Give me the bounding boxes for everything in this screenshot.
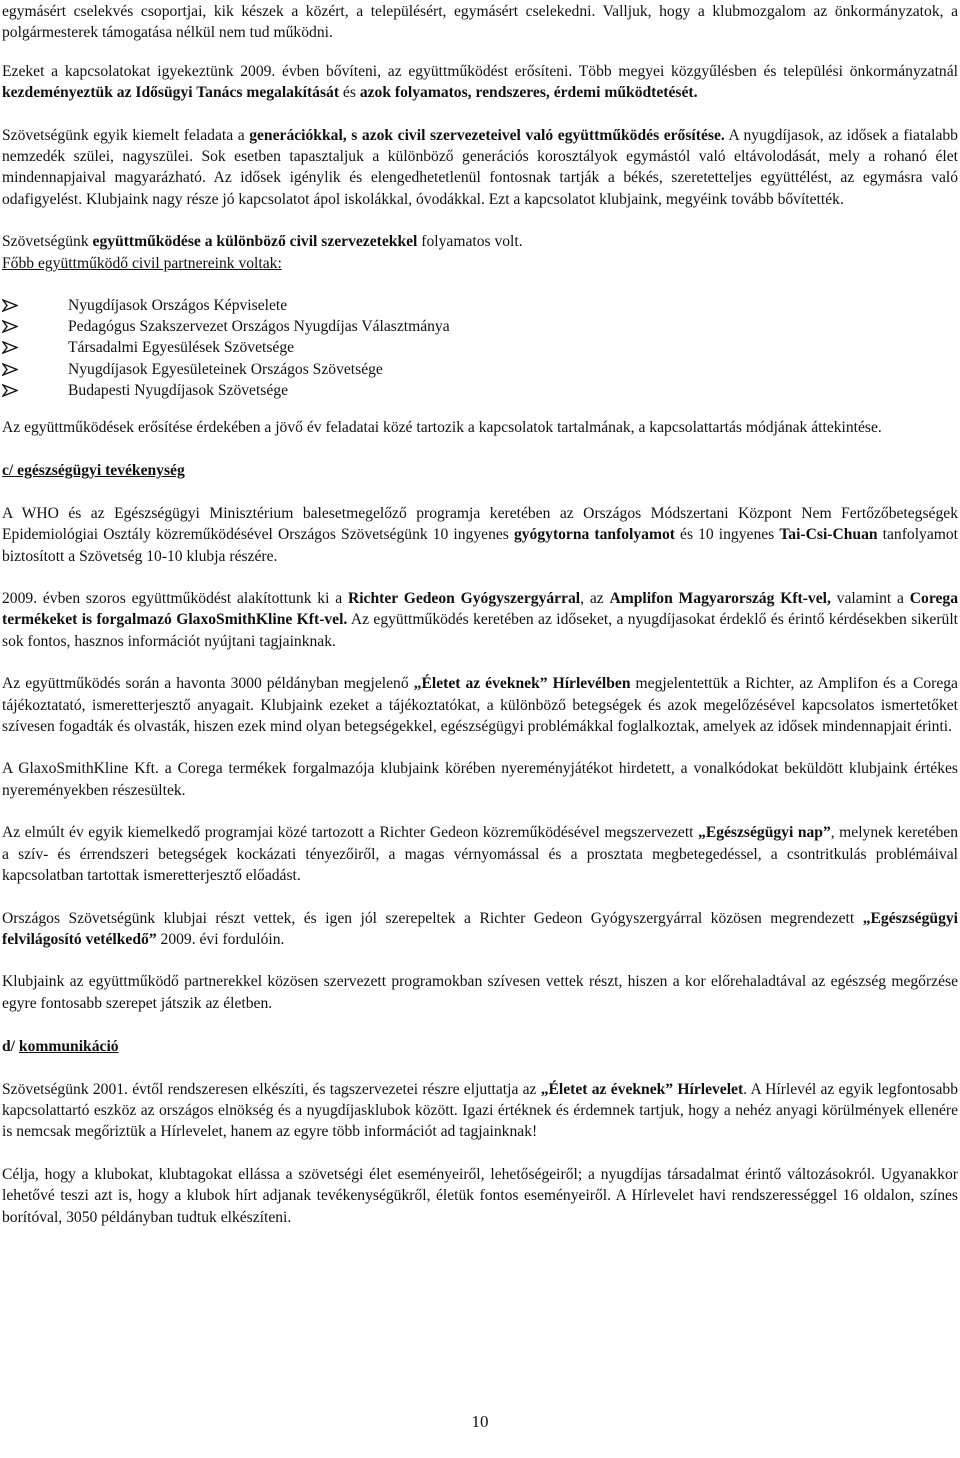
partner-list xyxy=(2,295,958,401)
document-page xyxy=(2,0,958,1228)
paragraph-text: Ezeket a kapcsolatokat igyekeztünk 2009. évben bővíteni, az együttműködést erősíteni. Több megyei közgyűlésben és települési önkormányzatnál xyxy=(2,62,958,80)
paragraph-text: Az elmúlt év egyik kiemelkedő programjai közé tartozott a Richter Gedeon közreműködésével megszervezett xyxy=(2,824,699,842)
section-heading-health xyxy=(2,460,958,481)
partner-name: Társadalmi Egyesülések Szövetsége xyxy=(68,339,295,357)
arrowhead-bullet-icon xyxy=(2,363,18,376)
arrowhead-bullet-icon xyxy=(2,320,18,333)
bold-text: együttműködése a különböző civil szervezetekkel xyxy=(92,233,418,251)
paragraph-generations xyxy=(2,125,958,211)
paragraph-text: Szövetségünk xyxy=(2,233,93,251)
section-prefix: c/ xyxy=(2,462,14,480)
paragraph-text: A nyugdíjasok, az idősek a fiatalabb nemzedék szülei, nagyszülei. Sok esetben tapasztaljuk a különböző generációs korosztályok egymástól való eltávolodását, mely a rohanó élet mindennapjaival magyarázható. Az idősek igénylik és elengedhetetlenül fontosnak tartják a békés, szeretetteljes együttélést, az egymásra való odafigyelést. Klubjaink nagy része jó kapcsolatot ápol iskolákkal, óvodákkal. Ezt a kapcsolatot klubjaink, megyéink tovább bővítették. xyxy=(2,126,958,208)
section-prefix: d/ xyxy=(2,1038,16,1056)
paragraph-civil-organizations xyxy=(2,231,958,274)
paragraph-text: . A Hírlevél az egyik legfontosabb kapcsolattartó eszköz az országos elnökség és a nyugdíjasklubok között. Igazi értéknek és érdemnek tartjuk, hogy a nehéz anyagi körülmények ellenére is nemcsak megőriztük a Hírlevelet, hanem az egyre több információt ad tagjainknak! xyxy=(2,1080,958,1141)
paragraph-text: tanfolyamot biztosított a Szövetség 10-10 klubja részére. xyxy=(2,526,958,565)
paragraph-who-program xyxy=(2,503,958,567)
paragraph-text: megjelentettük a Richter, az Amplifon és a Corega tájékoztatató, ismeretterjesztő anyagait. Klubjaink ezeket a tájékoztatókat, a különböző betegségek és azok megelőzésével kapcsolatos ismertetőket szívesen fogadták és olvasták, hiszen ezek mind olyan betegségekkel, egészségügyi problémákkal foglalkoztak, amelyek az idősek mindennapjait érinti. xyxy=(2,675,958,736)
paragraph-text: Az együttműködések erősítése érdekében a jövő év feladatai közé tartozik a kapcsolatok tartalmának, a kapcsolattartás módjának áttekintése. xyxy=(2,419,882,436)
bold-text: generációkkal, s azok civil szervezeteivel való együttműködés erősítése. xyxy=(249,126,725,144)
arrowhead-bullet-icon xyxy=(2,341,18,354)
paragraph-text: 2009. évi fordulóin. xyxy=(156,930,285,948)
paragraph-newsletter-goal xyxy=(2,1164,958,1228)
bold-text: azok folyamatos, rendszeres, érdemi működtetését. xyxy=(359,84,698,102)
list-item xyxy=(2,316,958,337)
paragraph-text: folyamatos volt. xyxy=(417,233,523,251)
partner-name: Nyugdíjasok Egyesületeinek Országos Szövetsége xyxy=(68,360,383,378)
list-item xyxy=(2,337,958,358)
list-item xyxy=(2,359,958,380)
bold-text: „Életet az éveknek” Hírlevélben xyxy=(413,675,631,693)
paragraph-intro xyxy=(2,1,958,44)
section-title: kommunikáció xyxy=(18,1038,119,1056)
arrowhead-bullet-icon xyxy=(2,384,18,397)
paragraph-text: Szövetségünk egyik kiemelt feladata a xyxy=(2,126,250,144)
partner-name: Pedagógus Szakszervezet Országos Nyugdíjas Választmánya xyxy=(68,318,450,336)
bold-text: Richter Gedeon Gyógyszergyárral xyxy=(347,590,581,608)
bold-text: „Életet az éveknek” Hírlevelet xyxy=(540,1080,744,1098)
paragraph-text: , az xyxy=(580,590,610,608)
paragraph-text: Országos Szövetségünk klubjai részt vettek, és igen jól szerepeltek a Richter Gedeon Gyógyszergyárral közösen megrendezett xyxy=(2,909,863,927)
paragraph-text: A GlaxoSmithKline Kft. a Corega termékek forgalmazója klubjaink körében nyereményjátékot hirdetett, a vonalkódokat beküldött klubjaink értékes nyereményekben részesültek. xyxy=(2,760,958,799)
bold-text: „Egészségügyi nap” xyxy=(698,824,831,842)
paragraph-text: 2009. évben szoros együttműködést alakítottunk ki a xyxy=(2,590,348,608)
bold-text: Amplifon Magyarország Kft-vel, xyxy=(609,590,831,608)
paragraph-text: Klubjaink az együttműködő partnerekkel közösen szervezett programokban szívesen vettek részt, hiszen a kor előrehaladtával az egészség megőrzése egyre fontosabb szerepet játszik az életben. xyxy=(2,973,958,1012)
partners-intro: Főbb együttműködő civil partnereink voltak: xyxy=(2,254,282,272)
bold-text: gyógytorna tanfolyamot xyxy=(513,526,675,544)
paragraph-text: Az együttműködés keretében az időseket, a nyugdíjasokat érdeklő és érintő kérdésekben sikerült sok fontos, hasznos információt nyújtani tagjainknak. xyxy=(2,611,959,650)
paragraph-text: Célja, hogy a klubokat, klubtagokat ellássa a szövetségi élet eseményeiről, lehetőségeiről; a nyugdíjas társadalmat érintő változásokról. Ugyanakkor lehetővé teszi azt is, hogy a klubok hírt adjanak tevékenységükről, életük fontos eseményeiről. A Hírlevelet havi rendszerességgel 16 oldalon, színes borítóval, 3050 példányban tudtuk elkészíteni. xyxy=(2,1165,958,1226)
paragraph-text: Az együttműködés során a havonta 3000 példányban megjelenő xyxy=(2,675,414,693)
paragraph-text: valamint a xyxy=(830,590,910,608)
paragraph-programs xyxy=(2,971,958,1014)
paragraph-prize-game xyxy=(2,758,958,801)
section-heading-communication xyxy=(2,1036,958,1057)
bold-text: Tai-Csi-Chuan xyxy=(779,526,878,544)
paragraph-partners-2009 xyxy=(2,588,958,652)
paragraph-text: Szövetségünk 2001. évtől rendszeresen elkészíti, és tagszervezetei részre eljuttatja az xyxy=(2,1080,541,1098)
paragraph-newsletter xyxy=(2,1079,958,1143)
paragraph-text: és xyxy=(339,84,360,102)
section-title: egészségügyi tevékenység xyxy=(13,462,185,480)
bold-text: Corega termékeket is forgalmazó GlaxoSmithKline Kft-vel. xyxy=(2,590,958,629)
list-item xyxy=(2,295,958,316)
paragraph-text: A WHO és az Egészségügyi Minisztérium balesetmegelőző programja keretében az Országos Módszertani Központ Nem Fertőzőbetegségek Epidemiológiai Osztály közreműködésével Országos Szövetségünk 10 ingyenes xyxy=(2,504,958,544)
paragraph-health-quiz xyxy=(2,908,958,951)
paragraph-text: és 10 ingyenes xyxy=(674,526,780,544)
partner-name: Budapesti Nyugdíjasok Szövetsége xyxy=(68,381,289,399)
bold-text: kezdeményeztük az Idősügyi Tanács megalakítását xyxy=(2,84,340,102)
arrowhead-bullet-icon xyxy=(2,299,18,312)
partner-name: Nyugdíjasok Országos Képviselete xyxy=(68,297,288,315)
paragraph-health-day xyxy=(2,822,958,886)
page-number: 10 xyxy=(471,1412,489,1431)
paragraph-text: , melynek keretében a szív- és érrendszeri betegségek kockázati tényezőiről, a magas vérnyomással és a prosztata megbetegedéssel, a csontritkulás problémáival kapcsolatban tartottak ismeretterjesztő előadást. xyxy=(2,824,958,885)
paragraph-cooperation-2009 xyxy=(2,61,958,104)
paragraph-text: egymásért cselekvés csoportjai, kik készek a közért, a településért, egymásért cselekedni. Valljuk, hogy a klubmozgalom az önkormányzatok, a polgármesterek támogatása nélkül nem tud működni. xyxy=(2,3,958,42)
paragraph-future-tasks xyxy=(2,417,958,438)
list-item xyxy=(2,380,958,401)
paragraph-newsletter-cooperation xyxy=(2,673,958,737)
bold-text: „Egészségügyi felvilágosító vetélkedő” xyxy=(2,909,958,948)
